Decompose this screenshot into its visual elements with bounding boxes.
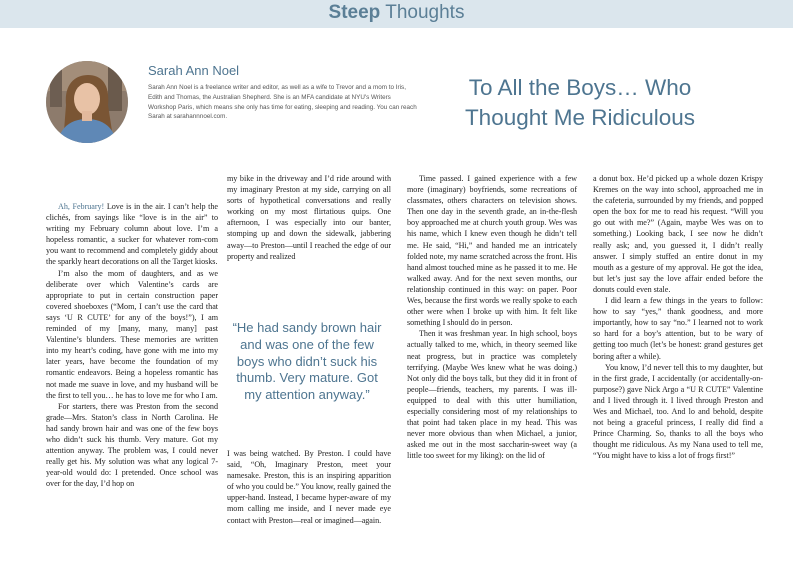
author-photo-image: [46, 61, 128, 143]
paragraph: For starters, there was Preston from the second grade—Mrs. Staton’s class in North Carolina. He had sandy brown hair and was one of the few boys who didn’t suck his thumb. Very mature. Got my attention anyway. The problem was, I could never really get his. My solution was what any logical 7-year-old would do: I pretended. Once school was over for the day, I’d hop on: [46, 401, 218, 489]
author-portrait: [46, 61, 128, 143]
paragraph: I did learn a few things in the years to follow: how to say “yes,” thank goodness, and more importantly, how to say “no.” I learned not to work so hard for a boy’s attention, but to be wary of getting too much (let’s be honest: grand gestures get boring after a while).: [593, 296, 763, 361]
paragraph: You know, I’d never tell this to my daughter, but in the first grade, I accidentally (or accidentally-on-purpose?) gave Nick Argo a “U R CUTE” Valentine and I lived through it. I lived through Preston and Wes and Michael, too. And lo and behold, despite not being a graceful princess, I really did find a Prince Charming. So, thanks to all the boys who thought me ridiculous. As my Nana used to tell me, “You might have to kiss a lot of frogs first!”: [593, 362, 763, 461]
paragraph: Then it was freshman year. In high school, boys actually talked to me, which, in theory seemed like neat progress, but in practice was completely terrifying. (Maybe Wes knew what he was doing.) Not only did the boys talk, but they did it in front of people—friends, teachers, my parents. I was ill-equipped to deal with this utter humiliation, especially considering most of my relationships to that point had taken place in my head. This was never more obvious than when Michael, a junior, asked me out in the most saccharin-sweet way (a little too sweet for my liking): on the lid of: [407, 329, 577, 461]
paragraph: a donut box. He’d picked up a whole dozen Krispy Kremes on the way into school, approached me in the cafeteria, surrounded by my friends, and popped open the box for me to read his request. “Will you go out with me?” (Again, maybe Wes was on to something.) Looking back, I see now he didn’t really ask; and, you guessed it, I didn’t really answer. I simply stuffed an entire donut in my mouth as a gesture of my approval. He got the idea, but let’s just say the love affair ended before the donuts could even stale.: [593, 174, 763, 294]
author-bio: Sarah Ann Noel is a freelance writer and editor, as well as a wife to Trevor and a mom to Iris, Edith and Thomas, the Australian Shepherd. She is an MFA candidate at NYU's Writers Workshop Paris, which means she only has time for eating, sleeping and reading. You can reach Sarah at sarahannnoel.com.: [148, 84, 417, 121]
masthead-rest: Thoughts: [380, 2, 465, 23]
pull-quote: “He had sandy brown hair and was one of the few boys who didn’t suck his thumb. Very mature. Got my attention anyway.”: [232, 320, 382, 403]
masthead: [0, 0, 793, 26]
column-3: [407, 173, 577, 461]
masthead-bold: Steep: [328, 2, 381, 23]
author-name: Sarah Ann Noel: [148, 63, 240, 78]
paragraph: I was being watched. By Preston. I could have said, “Oh, Imaginary Preston, meet your namesake. Preston, this is an inspiring apparition of who you could be.” You know, really gained the upper-hand. Instead, I became hyper-aware of my mom calling me inside, and I never made eye contact with Preston—real or imagined—again.: [227, 449, 391, 525]
paragraph: Time passed. I gained experience with a few more (imaginary) boyfriends, some recreations of classmates, others characters on television shows. Then one day in the seventh grade, an in-the-flesh boy approached me at church youth group. Wes was his name, which I knew even though he didn’t tell me. He said, “Hi,” and handed me an intricately folded note, my name scratched across the front. His hand almost touched mine as he passed it to me. He walked away. And for the next seven months, our relationship continued in this way: on paper. Poor Wes, because the first words we really spoke to each other were when I broke up with him. It felt like something I should do in person.: [407, 174, 577, 328]
article-title: To All the Boys… Who Thought Me Ridiculous: [464, 75, 696, 130]
column-4: [593, 173, 763, 461]
column-2-top: [227, 173, 391, 262]
paragraph: I’m also the mom of daughters, and as we deliberate over which Valentine’s cards are appropriate to put in certain construction paper covered shoeboxes (“Mom, I can’t use the card that says ‘U R CUTE’ for any of the boys!”), I am reminded of my [many, many, many] past Valentine’s blunders. These memories are written into my heart’s coding, have gone with me into my later years, have become the foundation of my romantic endeavors. Being a hopeless romantic has not made me suave in love, and my husband will be the first to tell you… he has to love me for who I am.: [46, 268, 218, 400]
column-2-bottom: [227, 448, 391, 526]
paragraph: [46, 201, 218, 268]
lead-in: Ah, February!: [58, 202, 105, 211]
paragraph-text: Love is in the air. I can’t help the clichés, from sayings like “love is in the air” to writing my February column about love. I’m a hopeless romantic, a sucker for whatever rom-com you want to recommend and completely giddy about the sparkly heart decorations on all the Target kiosks.: [46, 202, 218, 267]
paragraph: my bike in the driveway and I’d ride around with my imaginary Preston at my side, carrying on all sorts of hypothetical conversations and really working on my most flirtatious quips. One afternoon, I was especially into our banter, stomping up and down the sidewalk, jabbering away—to Preston—until I reached the edge of our property and realized: [227, 174, 391, 261]
column-1: [46, 201, 218, 489]
